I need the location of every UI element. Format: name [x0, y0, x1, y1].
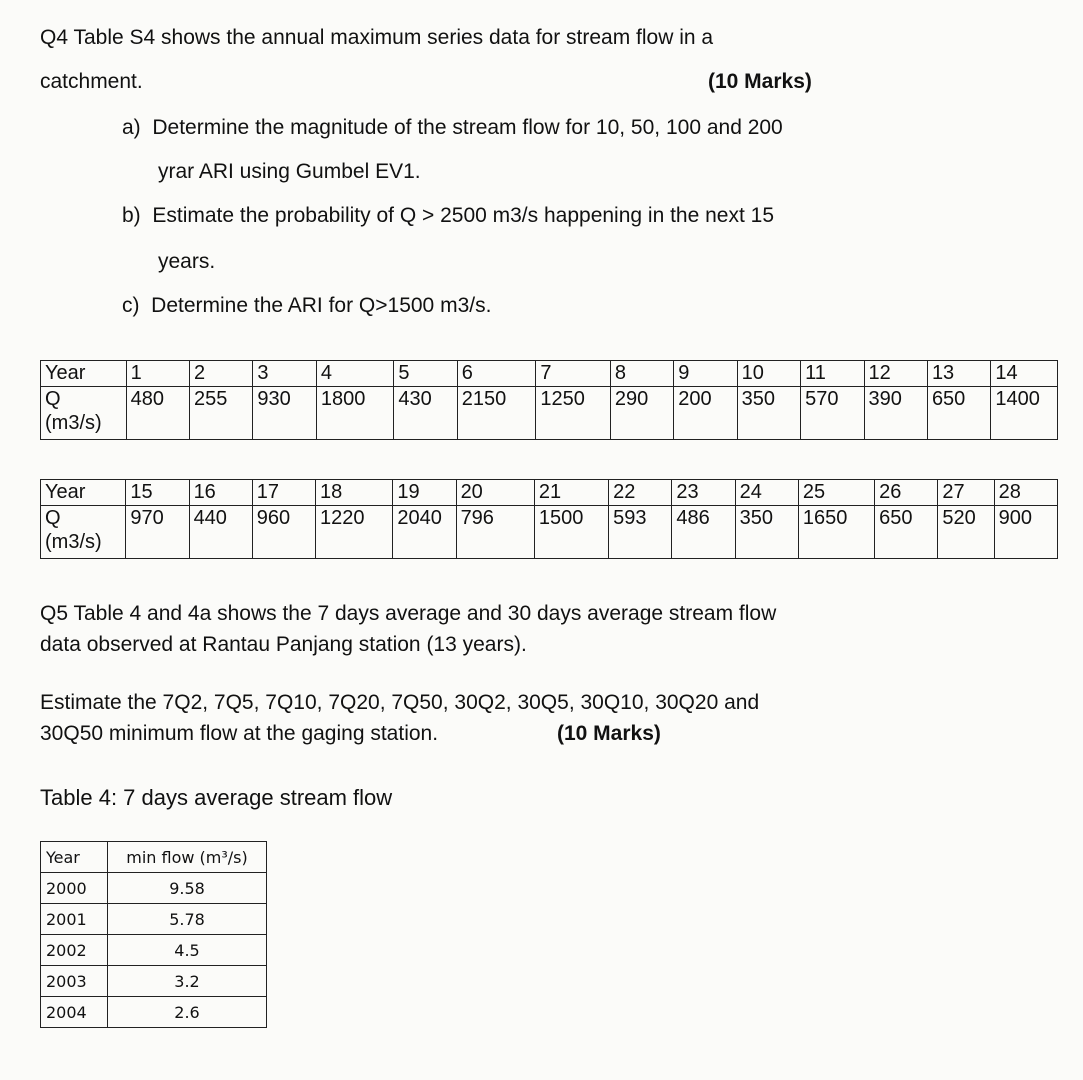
q-cell: 1800 [316, 387, 394, 440]
table-row-year [41, 361, 1058, 387]
row-label-q [41, 387, 127, 440]
q-cell: 390 [864, 387, 927, 440]
year-cell: 6 [457, 361, 536, 387]
year-cell: 28 [994, 480, 1057, 506]
q-cell: 486 [672, 506, 735, 559]
year-cell: 5 [394, 361, 457, 387]
q-cell: 1500 [534, 506, 608, 559]
year-cell: 13 [927, 361, 990, 387]
q4-question-line-1: Q4 Table S4 shows the annual maximum series data for stream flow in a [40, 26, 714, 49]
table-row [41, 873, 267, 904]
year-cell: 18 [316, 480, 393, 506]
table-row-year [41, 480, 1058, 506]
q-cell: 796 [456, 506, 534, 559]
q4-item-b-cont: years. [158, 250, 216, 273]
q-cell: 930 [253, 387, 316, 440]
q4-question-line-2: catchment. [40, 70, 143, 93]
table-row [41, 997, 267, 1028]
row-label-year: Year [41, 361, 127, 387]
q-cell: 1650 [798, 506, 874, 559]
item-label: b) [122, 204, 141, 227]
q4-item-c [122, 294, 491, 318]
q-unit: (m3/s) [45, 531, 102, 553]
q5-marks: (10 Marks) [557, 722, 661, 745]
q-cell: 2040 [393, 506, 456, 559]
year-cell: 2 [190, 361, 253, 387]
q-cell: 1250 [536, 387, 611, 440]
flow-cell: 3.2 [108, 966, 267, 997]
q5-question-line-2: data observed at Rantau Panjang station (13 years). [40, 633, 527, 656]
year-cell: 10 [737, 361, 800, 387]
q-cell: 350 [737, 387, 800, 440]
q5-question-line-1: Q5 Table 4 and 4a shows the 7 days average and 30 days average stream flow [40, 602, 777, 625]
q-cell: 480 [126, 387, 189, 440]
year-cell: 2004 [41, 997, 108, 1028]
q-cell: 593 [609, 506, 672, 559]
table-s4-years-1-14 [40, 360, 1058, 440]
table-row-q [41, 506, 1058, 559]
year-cell: 7 [536, 361, 611, 387]
year-cell: 25 [798, 480, 874, 506]
year-cell: 27 [938, 480, 994, 506]
row-label-q [41, 506, 126, 559]
q-cell: 570 [801, 387, 864, 440]
year-cell: 11 [801, 361, 864, 387]
q-cell: 430 [394, 387, 457, 440]
row-label-year: Year [41, 480, 126, 506]
header-min-flow: min flow (m³/s) [108, 842, 267, 873]
q-cell: 2150 [457, 387, 536, 440]
q-cell: 440 [189, 506, 252, 559]
q-cell: 960 [252, 506, 315, 559]
table-row-q [41, 387, 1058, 440]
year-cell: 3 [253, 361, 316, 387]
year-cell: 15 [126, 480, 189, 506]
q-cell: 350 [735, 506, 798, 559]
year-cell: 9 [674, 361, 737, 387]
q-cell: 1220 [316, 506, 393, 559]
year-cell: 12 [864, 361, 927, 387]
q-cell: 970 [126, 506, 189, 559]
year-cell: 17 [252, 480, 315, 506]
q5-task-line-2: 30Q50 minimum flow at the gaging station. [40, 722, 439, 745]
q4-item-b [122, 204, 774, 228]
q-cell: 200 [674, 387, 737, 440]
header-year: Year [41, 842, 108, 873]
year-cell: 2002 [41, 935, 108, 966]
q-cell: 255 [190, 387, 253, 440]
q-cell: 290 [610, 387, 673, 440]
flow-cell: 4.5 [108, 935, 267, 966]
q-cell: 650 [875, 506, 938, 559]
year-cell: 8 [610, 361, 673, 387]
year-cell: 1 [126, 361, 189, 387]
year-cell: 23 [672, 480, 735, 506]
year-cell: 22 [609, 480, 672, 506]
q-label: Q [45, 507, 61, 529]
year-cell: 2000 [41, 873, 108, 904]
year-cell: 21 [534, 480, 608, 506]
q-cell: 1400 [991, 387, 1058, 440]
flow-cell: 9.58 [108, 873, 267, 904]
q5-task-line-1: Estimate the 7Q2, 7Q5, 7Q10, 7Q20, 7Q50, 30Q2, 30Q5, 30Q10, 30Q20 and [40, 691, 760, 714]
table-4-title: Table 4: 7 days average stream flow [40, 785, 393, 810]
year-cell: 2003 [41, 966, 108, 997]
item-text: Estimate the probability of Q > 2500 m3/s happening in the next 15 [152, 204, 775, 227]
year-cell: 14 [991, 361, 1058, 387]
year-cell: 2001 [41, 904, 108, 935]
table-row [41, 935, 267, 966]
q4-item-a-cont: yrar ARI using Gumbel EV1. [158, 160, 421, 183]
q4-marks: (10 Marks) [708, 70, 812, 93]
flow-cell: 5.78 [108, 904, 267, 935]
table-4-min-flow [40, 841, 267, 1028]
table-row [41, 966, 267, 997]
table-s4-years-15-28 [40, 479, 1058, 559]
year-cell: 26 [875, 480, 938, 506]
item-text: Determine the ARI for Q>1500 m3/s. [151, 294, 492, 317]
q-cell: 900 [994, 506, 1057, 559]
table-row [41, 904, 267, 935]
q4-item-a [122, 116, 783, 140]
item-text: Determine the magnitude of the stream flow for 10, 50, 100 and 200 [152, 116, 783, 139]
item-label: a) [122, 116, 141, 139]
year-cell: 4 [316, 361, 394, 387]
item-label: c) [122, 294, 140, 317]
year-cell: 20 [456, 480, 534, 506]
year-cell: 16 [189, 480, 252, 506]
flow-cell: 2.6 [108, 997, 267, 1028]
q-cell: 520 [938, 506, 994, 559]
table-header-row [41, 842, 267, 873]
q-cell: 650 [927, 387, 990, 440]
year-cell: 19 [393, 480, 456, 506]
q-unit: (m3/s) [45, 412, 102, 434]
q-label: Q [45, 388, 61, 410]
year-cell: 24 [735, 480, 798, 506]
